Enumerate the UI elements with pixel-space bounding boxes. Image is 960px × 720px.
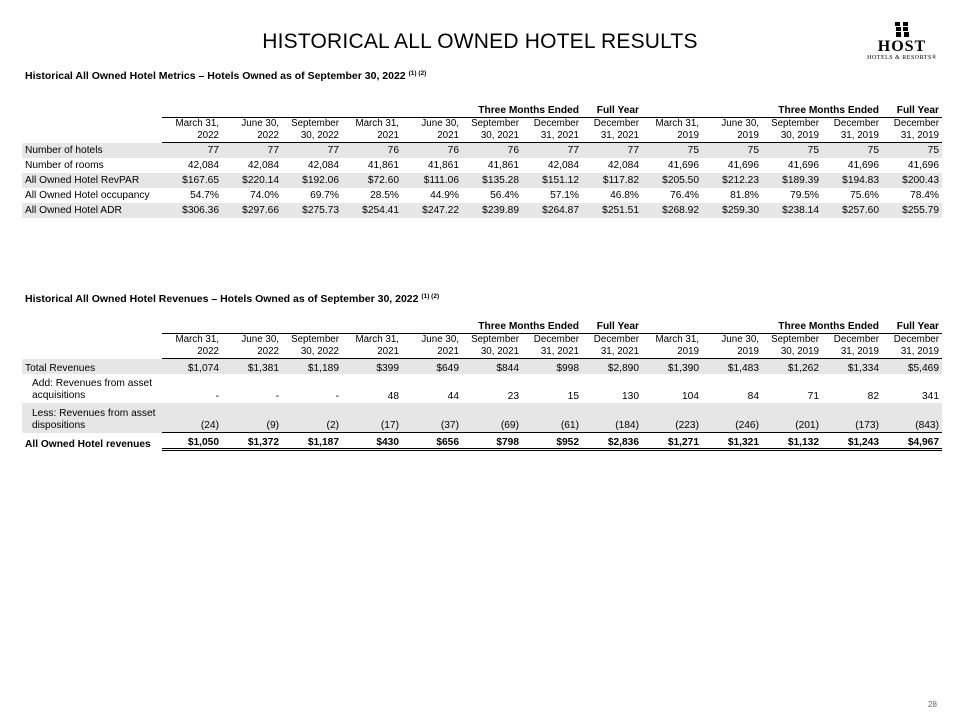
column-header-line2: 30, 2022 <box>300 346 339 357</box>
table-cell: 75 <box>822 143 882 159</box>
table-cell: 44 <box>447 391 459 402</box>
column-header-line2: 31, 2021 <box>540 130 579 141</box>
table-cell: $1,271 <box>642 433 702 450</box>
table-cell: (201) <box>762 403 822 433</box>
table-cell: 54.7% <box>190 190 219 201</box>
column-header-line1: June 30, <box>421 334 459 345</box>
table-cell: 41,696 <box>907 160 939 171</box>
column-header-line2: 30, 2021 <box>480 346 519 357</box>
column-header-line1: March 31, <box>355 334 399 345</box>
column-header <box>882 118 942 143</box>
column-header <box>702 334 762 359</box>
column-header <box>882 334 942 359</box>
column-header-line1: September <box>771 334 819 345</box>
column-header <box>282 334 342 359</box>
table-cell: $1,243 <box>822 433 882 450</box>
revenues-footnote-marks: (1) (2) <box>421 293 440 300</box>
table-cell: $268.92 <box>642 203 702 218</box>
table-cell: - <box>215 391 219 402</box>
column-header-line2: 2021 <box>377 346 399 357</box>
group-header: Three Months Ended <box>642 103 882 118</box>
table-cell: $844 <box>462 359 522 375</box>
table-cell: $2,836 <box>582 433 642 450</box>
column-header <box>402 334 462 359</box>
column-header <box>582 118 642 143</box>
column-header <box>222 334 282 359</box>
metrics-column-header-row <box>22 118 942 143</box>
table-cell: (9) <box>222 403 282 433</box>
table-cell: 42,084 <box>307 160 339 171</box>
table-cell: $275.73 <box>282 203 342 218</box>
row-label: All Owned Hotel occupancy <box>25 190 150 201</box>
table-cell: $151.12 <box>522 173 582 188</box>
column-header-line1: September <box>291 118 339 129</box>
table-cell: $212.23 <box>702 173 762 188</box>
table-cell: $1,483 <box>702 359 762 375</box>
table-cell: (173) <box>822 403 882 433</box>
table-cell: 48 <box>387 391 399 402</box>
row-label: All Owned Hotel ADR <box>22 203 162 218</box>
table-row <box>22 143 942 159</box>
table-cell: (246) <box>702 403 762 433</box>
table-cell: 42,084 <box>607 160 639 171</box>
row-label: Number of hotels <box>22 143 162 159</box>
table-cell: 41,861 <box>487 160 519 171</box>
table-cell: $1,050 <box>162 433 222 450</box>
column-header-line2: 30, 2022 <box>300 130 339 141</box>
page-number: 28 <box>928 700 937 709</box>
table-cell: 75 <box>702 143 762 159</box>
table-cell: $4,967 <box>882 433 942 450</box>
column-header <box>642 334 702 359</box>
column-header <box>522 334 582 359</box>
metrics-footnote-marks: (1) (2) <box>408 70 427 77</box>
table-cell: 104 <box>682 391 699 402</box>
table-cell: $72.60 <box>342 173 402 188</box>
table-cell: 56.4% <box>490 190 519 201</box>
table-cell: $952 <box>522 433 582 450</box>
table-cell: 76 <box>402 143 462 159</box>
metrics-section-title: Historical All Owned Hotel Metrics – Hotels Owned as of September 30, 2022 $^{(1) (2)}$ <box>25 70 427 82</box>
row-label: Number of rooms <box>25 160 104 171</box>
table-row <box>22 359 942 375</box>
group-header: Full Year <box>882 319 942 334</box>
table-cell: 77 <box>582 143 642 159</box>
table-cell: $189.39 <box>762 173 822 188</box>
column-header-line1: September <box>291 334 339 345</box>
column-header <box>822 118 882 143</box>
column-header-line1: December <box>593 334 639 345</box>
table-cell: (223) <box>642 403 702 433</box>
column-header-line2: 2019 <box>737 346 759 357</box>
table-cell: $251.51 <box>582 203 642 218</box>
table-cell: $117.82 <box>582 173 642 188</box>
column-header <box>462 334 522 359</box>
table-cell: $1,074 <box>162 359 222 375</box>
column-header-line1: September <box>471 118 519 129</box>
column-header-line2: 31, 2019 <box>900 130 939 141</box>
table-cell: 28.5% <box>370 190 399 201</box>
table-cell: $5,469 <box>882 359 942 375</box>
revenues-section-title: Historical All Owned Hotel Revenues – Hotels Owned as of September 30, 2022 $^{(1) (2)}$ <box>25 293 440 305</box>
column-header <box>342 118 402 143</box>
metrics-group-header-row <box>22 103 942 118</box>
table-cell: 42,084 <box>187 160 219 171</box>
table-cell: 41,696 <box>787 160 819 171</box>
host-building-icon <box>894 22 910 38</box>
table-cell: 77 <box>162 143 222 159</box>
column-header-line2: 2019 <box>677 346 699 357</box>
table-cell: 69.7% <box>310 190 339 201</box>
table-cell: $1,189 <box>282 359 342 375</box>
group-header: Full Year <box>882 103 942 118</box>
column-header-line2: 30, 2019 <box>780 346 819 357</box>
table-cell: 77 <box>222 143 282 159</box>
table-cell: $1,132 <box>762 433 822 450</box>
revenues-group-header-row <box>22 319 942 334</box>
page-title: HISTORICAL ALL OWNED HOTEL RESULTS <box>262 30 698 53</box>
host-logo <box>862 22 942 70</box>
table-row <box>22 158 942 173</box>
column-header <box>162 118 222 143</box>
column-header-line2: 31, 2019 <box>840 346 879 357</box>
table-cell: 42,084 <box>547 160 579 171</box>
row-label: Add: Revenues from asset acquisitions <box>32 378 153 401</box>
column-header <box>702 118 762 143</box>
group-header: Three Months Ended <box>162 103 582 118</box>
table-cell: 23 <box>507 391 519 402</box>
table-cell: 57.1% <box>550 190 579 201</box>
column-header-line2: 31, 2021 <box>600 130 639 141</box>
table-cell: (37) <box>402 403 462 433</box>
table-cell: $1,334 <box>822 359 882 375</box>
table-cell: $192.06 <box>282 173 342 188</box>
table-cell: $194.83 <box>822 173 882 188</box>
table-row <box>22 374 942 403</box>
column-header-line1: December <box>593 118 639 129</box>
table-cell: $399 <box>342 359 402 375</box>
column-header-line2: 31, 2021 <box>540 346 579 357</box>
table-cell: 41,861 <box>427 160 459 171</box>
table-cell: (843) <box>882 403 942 433</box>
table-cell: (2) <box>282 403 342 433</box>
table-cell: 42,084 <box>247 160 279 171</box>
table-cell: $2,890 <box>582 359 642 375</box>
table-cell: $264.87 <box>522 203 582 218</box>
table-cell: $200.43 <box>882 173 942 188</box>
column-header-line1: June 30, <box>721 334 759 345</box>
logo-tagline: HOTELS & RESORTS® <box>867 55 937 61</box>
table-cell: 84 <box>747 391 759 402</box>
row-label: Total Revenues <box>22 359 162 375</box>
table-cell: $239.89 <box>462 203 522 218</box>
column-header-line1: March 31, <box>175 334 219 345</box>
column-header-line2: 30, 2021 <box>480 130 519 141</box>
column-header-line1: December <box>833 334 879 345</box>
column-header-line2: 2021 <box>437 346 459 357</box>
table-cell: 15 <box>567 391 579 402</box>
column-header <box>582 334 642 359</box>
row-label: All Owned Hotel RevPAR <box>22 173 162 188</box>
column-header-line2: 31, 2019 <box>840 130 879 141</box>
table-cell: 46.8% <box>610 190 639 201</box>
table-cell: 78.4% <box>910 190 939 201</box>
table-cell: $238.14 <box>762 203 822 218</box>
column-header-line1: September <box>471 334 519 345</box>
column-header <box>762 334 822 359</box>
column-header-line2: 2022 <box>197 346 219 357</box>
column-header-line1: June 30, <box>241 334 279 345</box>
table-cell: 44.9% <box>430 190 459 201</box>
column-header-line1: June 30, <box>721 118 759 129</box>
table-cell: $1,321 <box>702 433 762 450</box>
table-cell: $1,381 <box>222 359 282 375</box>
table-cell: $1,187 <box>282 433 342 450</box>
table-cell: 82 <box>867 391 879 402</box>
group-header: Three Months Ended <box>162 319 582 334</box>
table-cell: $167.65 <box>162 173 222 188</box>
table-cell: 81.8% <box>730 190 759 201</box>
table-cell: $254.41 <box>342 203 402 218</box>
column-header <box>462 118 522 143</box>
table-cell: 75 <box>882 143 942 159</box>
column-header-line1: December <box>833 118 879 129</box>
table-cell: $1,372 <box>222 433 282 450</box>
column-header-line1: December <box>893 118 939 129</box>
group-header: Full Year <box>582 319 642 334</box>
table-cell: (24) <box>162 403 222 433</box>
table-cell: (69) <box>462 403 522 433</box>
column-header <box>642 118 702 143</box>
table-cell: $135.28 <box>462 173 522 188</box>
column-header-line1: March 31, <box>655 334 699 345</box>
table-cell: $255.79 <box>882 203 942 218</box>
table-cell: $1,390 <box>642 359 702 375</box>
table-row <box>22 188 942 203</box>
column-header-line2: 2022 <box>197 130 219 141</box>
table-cell: 79.5% <box>790 190 819 201</box>
column-header-line2: 30, 2019 <box>780 130 819 141</box>
table-cell: (184) <box>582 403 642 433</box>
column-header-line1: March 31, <box>655 118 699 129</box>
table-cell: $306.36 <box>162 203 222 218</box>
table-cell: 76 <box>462 143 522 159</box>
column-header-line1: December <box>893 334 939 345</box>
table-cell: 41,696 <box>727 160 759 171</box>
table-cell: - <box>335 391 339 402</box>
table-cell: 76.4% <box>670 190 699 201</box>
column-header-line1: June 30, <box>241 118 279 129</box>
logo-wordmark: HOST <box>877 38 927 55</box>
column-header <box>282 118 342 143</box>
revenues-table <box>22 319 942 451</box>
table-cell: (61) <box>522 403 582 433</box>
column-header-line2: 2022 <box>257 130 279 141</box>
table-cell: 41,696 <box>667 160 699 171</box>
column-header-line2: 31, 2019 <box>900 346 939 357</box>
table-cell: (17) <box>342 403 402 433</box>
group-header: Full Year <box>582 103 642 118</box>
table-cell: $257.60 <box>822 203 882 218</box>
table-cell: $259.30 <box>702 203 762 218</box>
table-cell: $798 <box>462 433 522 450</box>
table-cell: 41,861 <box>367 160 399 171</box>
table-cell: 75.6% <box>850 190 879 201</box>
table-row <box>22 173 942 188</box>
column-header-line1: June 30, <box>421 118 459 129</box>
column-header <box>222 118 282 143</box>
column-header-line1: September <box>771 118 819 129</box>
table-row <box>22 403 942 433</box>
table-cell: 41,696 <box>847 160 879 171</box>
metrics-table <box>22 103 942 218</box>
table-row <box>22 203 942 218</box>
column-header <box>342 334 402 359</box>
column-header-line1: March 31, <box>355 118 399 129</box>
table-cell: 341 <box>922 391 939 402</box>
column-header <box>762 118 822 143</box>
column-header-line2: 2021 <box>437 130 459 141</box>
revenues-column-header-row <box>22 334 942 359</box>
column-header-line1: March 31, <box>175 118 219 129</box>
row-label: All Owned Hotel revenues <box>25 438 151 450</box>
column-header <box>402 118 462 143</box>
table-cell: $247.22 <box>402 203 462 218</box>
table-cell: 74.0% <box>250 190 279 201</box>
group-header: Three Months Ended <box>642 319 882 334</box>
column-header-line2: 2019 <box>677 130 699 141</box>
table-cell: $205.50 <box>642 173 702 188</box>
column-header-line2: 2022 <box>257 346 279 357</box>
table-cell: 77 <box>282 143 342 159</box>
table-cell: $220.14 <box>222 173 282 188</box>
table-cell: $649 <box>402 359 462 375</box>
column-header-line2: 2019 <box>737 130 759 141</box>
table-cell: $430 <box>342 433 402 450</box>
table-cell: $998 <box>522 359 582 375</box>
table-cell: 130 <box>622 391 639 402</box>
table-cell: $656 <box>402 433 462 450</box>
row-label: Less: Revenues from asset dispositions <box>22 403 162 433</box>
table-cell: 75 <box>642 143 702 159</box>
column-header-line1: December <box>533 334 579 345</box>
table-cell: 77 <box>522 143 582 159</box>
table-cell: $297.66 <box>222 203 282 218</box>
column-header <box>162 334 222 359</box>
column-header-line2: 31, 2021 <box>600 346 639 357</box>
table-row <box>22 433 942 450</box>
column-header-line1: December <box>533 118 579 129</box>
column-header-line2: 2021 <box>377 130 399 141</box>
table-cell: 76 <box>342 143 402 159</box>
table-cell: $1,262 <box>762 359 822 375</box>
table-cell: $111.06 <box>402 173 462 188</box>
column-header <box>822 334 882 359</box>
table-cell: 75 <box>762 143 822 159</box>
table-cell: 71 <box>807 391 819 402</box>
table-cell: - <box>275 391 279 402</box>
column-header <box>522 118 582 143</box>
